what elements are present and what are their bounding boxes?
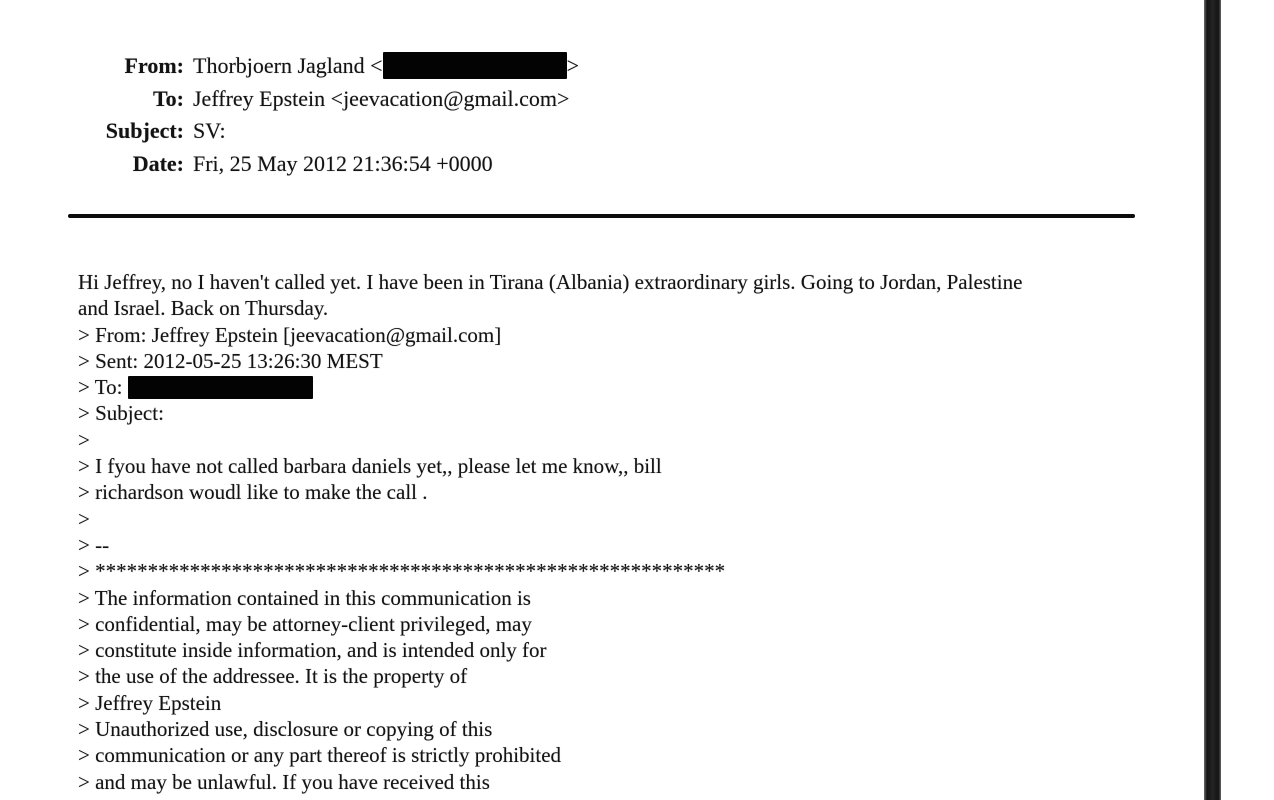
body-line: > Jeffrey Epstein: [78, 690, 222, 715]
redaction-box: [383, 52, 567, 79]
header-row-from: [0, 50, 579, 83]
separator-line: [68, 214, 1135, 218]
date-value: Fri, 25 May 2012 21:36:54 +0000: [193, 150, 493, 176]
body-line: > and may be unlawful. If you have received this: [78, 769, 490, 794]
body-line: > confidential, may be attorney-client privileged, may: [78, 611, 532, 636]
body-line: >: [78, 506, 90, 531]
body-line: > --: [78, 532, 110, 557]
body-line-quoted-to: [78, 374, 1022, 400]
body-line: > Unauthorized use, disclosure or copying of this: [78, 717, 493, 742]
body-line: > the use of the addressee. It is the property of: [78, 664, 468, 689]
body-line: > From: Jeffrey Epstein [jeevacation@gmail.com]: [78, 322, 502, 347]
body-line: > I fyou have not called barbara daniels yet,, please let me know,, bill: [78, 454, 662, 479]
quoted-to-prefix: > To:: [78, 375, 128, 400]
to-label: To:: [153, 85, 184, 111]
from-label: From:: [124, 53, 184, 78]
email-body: [78, 269, 1022, 795]
from-value: [193, 50, 579, 83]
from-value-suffix: >: [566, 53, 579, 78]
subject-value: SV:: [193, 118, 226, 143]
header-row-date: [0, 148, 579, 181]
body-line-asterisk-divider: > ************************************************************: [78, 559, 726, 584]
body-line: > constitute inside information, and is intended only for: [78, 638, 547, 663]
scan-artifact-bar: [1204, 0, 1221, 800]
body-line: Hi Jeffrey, no I haven't called yet. I have been in Tirana (Albania) extraordinary girls. Going to Jordan, Palestine: [78, 270, 1023, 294]
subject-label: Subject:: [105, 118, 184, 143]
header-row-subject: [0, 115, 579, 148]
body-line: > The information contained in this communication is: [78, 585, 531, 610]
body-line: > Sent: 2012-05-25 13:26:30 MEST: [78, 348, 383, 373]
body-line: > Subject:: [78, 401, 164, 426]
body-line: > richardson woudl like to make the call .: [78, 480, 428, 505]
to-value: Jeffrey Epstein <jeevacation@gmail.com>: [193, 85, 570, 111]
body-line: and Israel. Back on Thursday.: [78, 296, 329, 321]
header-row-to: [0, 83, 579, 116]
redaction-box: [128, 376, 313, 399]
from-value-prefix: Thorbjoern Jagland <: [193, 53, 383, 78]
email-header: [0, 50, 579, 180]
date-label: Date:: [132, 150, 184, 176]
body-line: > communication or any part thereof is strictly prohibited: [78, 743, 562, 768]
body-line: >: [78, 427, 90, 452]
